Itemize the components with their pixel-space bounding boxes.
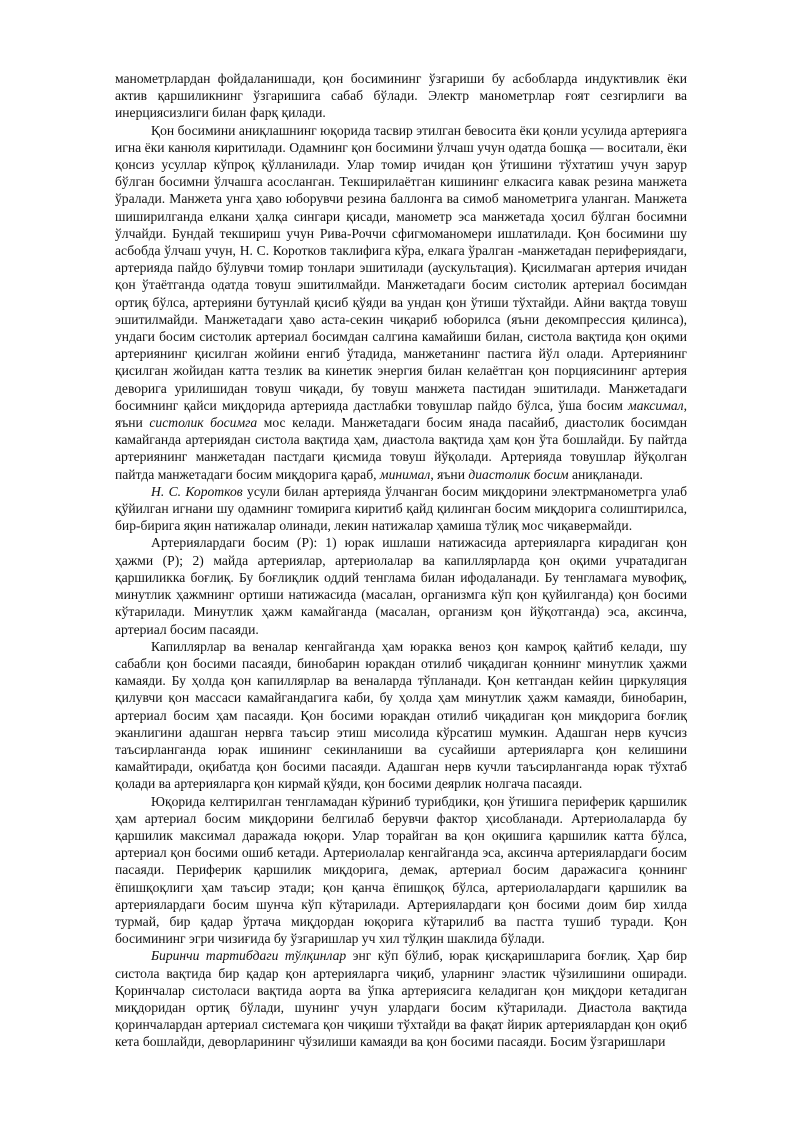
text-run: манометрлардан фойдаланишади, қон босимининг ўзгариши бу асбобларда индуктивлик ёки актив қаршиликнинг ўзгаришига сабаб бўлади. Электр манометрлар ғоят сезгирлиги ва инерциясизлиги билан фарқ қилади. <box>115 71 687 121</box>
text-run: энг кўп бўлиб, юрак қисқаришларига боғлиқ. Ҳар бир систола вақтида бир қадар қон артерияларга чиқиб, уларнинг эластик чўзилишини оширади. Қоринчалар систоласи вақтида аорта ва ўпка артериясига келадиган қон миқдори кетадиган миқдоридан ортиқ бўлади, шунинг учун улардаги босим кўтарилади. Диастола вақтида қоринчалардан артериал системага қон чиқиши тўхтайди ва фақат йирик артериялардан қон оқиб кета бошлайди, деворларининг чўзилиши камаяди ва қон босими пасаяди. Босим ўзгаришлари <box>115 948 687 1050</box>
paragraph <box>115 70 687 122</box>
document-page <box>115 70 687 1051</box>
text-run: усули билан артерияда ўлчанган босим миқдорини электрманометрга улаб қўйилган игнани шу одамнинг томирига киритиб қайд қилинган босим миқдорига солиштирилса, бир-бирига яқин натижалар олинади, лекин натижалар ҳамиша тўлиқ мос чиқавермайди. <box>115 483 688 534</box>
italic-text: Биринчи тартибдаги тўлқинлар <box>151 948 347 964</box>
italic-text: максимал <box>628 397 684 413</box>
text-run: аниқланади. <box>568 466 643 482</box>
paragraph <box>115 483 687 535</box>
paragraph <box>115 947 687 1050</box>
italic-text: минимал <box>379 466 431 482</box>
italic-text: диастолик босим <box>468 466 569 482</box>
paragraph <box>115 534 687 637</box>
text-run: Юқорида келтирилган тенгламадан кўриниб турибдики, қон ўтишига периферик қаршилик ҳам артериал босим миқдорини белгилаб берувчи фактор ҳисобланади. Артериолаларда бу қаршилик максимал даражада юқори. Улар торайган ва қон оқишига қаршилик катта бўлса, артериал қон босими ошиб кетади. Артериолалар кенгайганда эса, аксинча артериялардаги босим пасаяди. Периферик қаршилик миқдорига, демак, артериал босим даражасига қоннинг ёпишқоқлиги ҳам таъсир этади; қон қанча ёпишқоқ бўлса, артериолалардаги қаршилик ва артериялардаги босим шунча кўп кўтарилади. Артериялардаги қон босими доим бир хилда турмай, бир қадар ўртача миқдордан юқорига кўтарилиб ва пастга тушиб туради. Қон босимининг эгри чизиғида бу ўзгаришлар уч хил тўлқин шаклида бўлади. <box>115 793 687 947</box>
paragraph <box>115 793 687 948</box>
paragraph <box>115 638 687 793</box>
paragraph <box>115 122 687 483</box>
text-run: мос келади. Манжетадаги босим янада пасайиб, диастолик босимдан камайганда артериядан систола вақтида ҳам, диастола вақтида ҳам қон ўта бошлайди. Бу пайтда артериянинг манжетадан пастдаги қисмида товуш йўқолади. Артерияда товушлар йўқолган пайтда манжетадаги босим миқдорига қараб, <box>115 415 687 482</box>
text-run: Қон босимини аниқлашнинг юқорида тасвир этилган бевосита ёки қонли усулида артерияга игна ёки канюля киритилади. Одамнинг қон босимини ўлчаш учун одатда бошқа — воситали, ёки қонсиз усуллар кўпроқ қўлланилади. Улар томир ичидан қон ўтишини тўхтатиш учун зарур бўлган босимни ўлчашга асосланган. Текширилаётган кишининг елкасига кавак резина манжета ўралади. Манжета унга ҳаво юборувчи резина баллонга ва симоб манометрига уланган. Манжета шиширилганда елкани ҳалқа сингари қисади, манометр эса манжетада ҳосил бўлган босимни ўлчайди. Бундай текшириш учун Рива-Роччи сфигмоманомери ишлатилади. Қон босимини шу асбобда ўлчаш учун, Н. С. Коротков таклифига кўра, елкага ўралган -манжетадан перифериядаги, артерияда пайдо бўлувчи томир тонлари эшитилади (аускультация). Қисилмаган артерия ичидан қон ўтаётганда одатда товуш эшитилмайди. Манжетадаги босим систолик артериал босимдан ортиқ бўлса, артерияни бутунлай қисиб қўяди ва ундан қон ўтиши тўхтайди. Айни вақтда товуш эшитилмайди. Манжетадаги ҳаво аста-секин чиқариб юборилса (яъни декомпрессия қилинса), ундаги босим систолик артериал босимдан салгина камайиши билан, систола вақтида қон оқими артериянинг қисилган жойини енгиб ўтадида, манжетанинг пастига йўл олади. Артериянинг қисилган жойидан катта тезлик ва кинетик энергия билан келаётган қон порциясининг артерия деворига урилишидан товуш чиқади, бу товуш манжета пастидан эшитилади. Манжетадаги босимнинг қайси миқдорида артерияда дастлабки товушлар пайдо бўлса, ўша босим <box>115 122 687 413</box>
text-run: Капиллярлар ва веналар кенгайганда ҳам юракка веноз қон камроқ қайтиб келади, шу сабабли қон босими пасаяди, бинобарин юракдан отилиб чиқадиган қоннинг минутлик ҳажми камаяди. Бу ҳолда қон капиллярлар ва веналарда тўпланади. Қон кетгандан кейин циркуляция қилувчи қон массаси камайгандагига каби, бу ҳолда ҳам минутлик ҳажм камаяди, бинобарин, артериал босим ҳам пасаяди. Қон босими юракдан отилиб чиқадиган қон миқдорига боғлиқ эканлигини адашган нервга таъсир этиш мисолида кўрсатиш мумкин. Адашган нерв кучсиз таъсирланганда юрак ишининг секинланиши ва сусайиши артерияларга қон келишини камайтиради, оқибатда қон босими пасаяди. Адашган нерв кучли таъсирланганда юрак тўхтаб қолади ва артерияларга қон кирмай қўяди, қон босими деярлик нолгача пасаяди. <box>115 638 687 792</box>
italic-text: систолик босимга <box>149 415 258 431</box>
text-run: , яъни <box>115 397 687 431</box>
italic-text: Н. С. Коротков <box>151 483 243 499</box>
text-run: , яъни <box>430 466 469 482</box>
text-run: Артериялардаги босим (Р): 1) юрак ишлаши натижасида артерияларга кирадиган қон ҳажми (Р); 2) майда артериялар, артериолалар ва капиллярларда қон оқими учратадиган қаршиликка боғлиқ. Бу боғлиқлик оддий тенглама билан ифодаланади. Бу тенгламага мувофиқ, минутлик ҳажмнинг ортиши натижасида (масалан, организмга кўп қон қуйилганда) қон босими кўтарилади. Минутлик ҳажм камайганда (масалан, организм қон йўқотганда) эса, аксинча, артериал босим пасаяди. <box>115 535 687 637</box>
